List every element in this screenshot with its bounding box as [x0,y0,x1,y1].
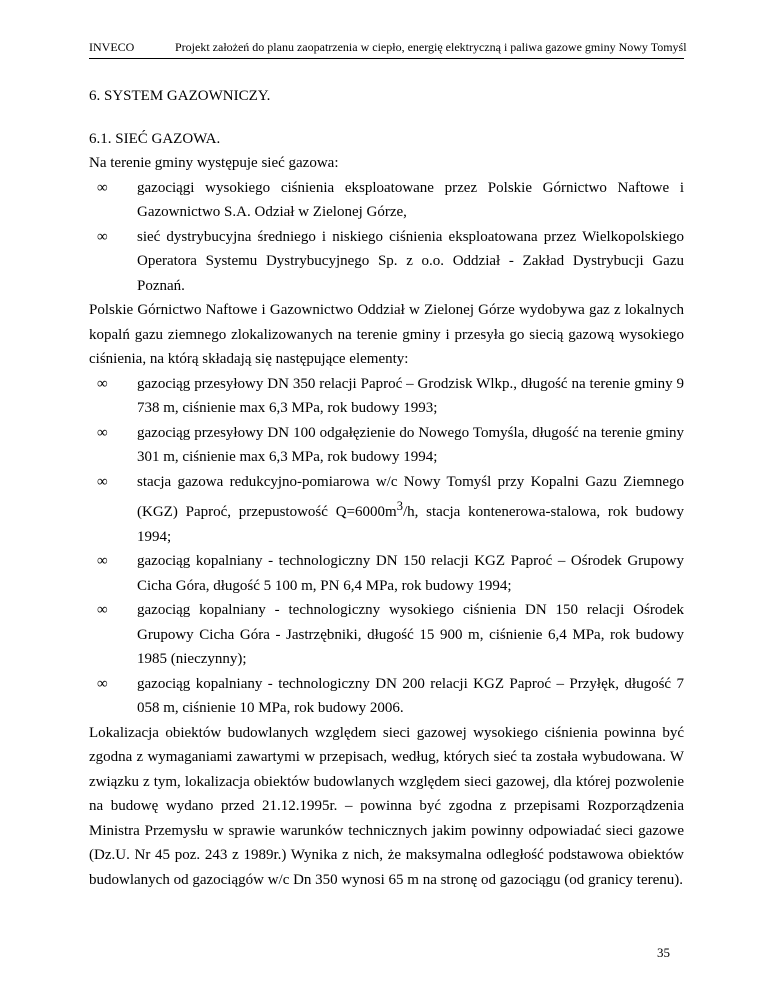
section-title: 6. SYSTEM GAZOWNICZY. [89,88,271,104]
bullet-icon: ∞ [97,424,108,441]
bullet-icon: ∞ [97,228,108,245]
page-number: 35 [657,945,670,960]
list-item: ∞ gazociąg kopalniany - technologiczny DN 150 relacji KGZ Paproć – Ośrodek Grupowy Cicha Góra, długość 5 100 m, PN 6,4 MPa, rok budowy 1994; [89,549,684,598]
list-item: ∞ stacja gazowa redukcyjno-pomiarowa w/c Nowy Tomyśl przy Kopalni Gazu Ziemnego (KGZ) Paproć, przepustowość $Q=6000m^3/h$, stacja kontenerowa-stalowa, rok budowy 1994; [89,470,684,550]
bullet-icon: ∞ [97,675,108,692]
network-list [89,176,684,299]
list-item: ∞ gazociąg kopalniany - technologiczny wysokiego ciśnienia DN 150 relacji Ośrodek Grupowy Cicha Góra - Jastrzębniki, długość 15 900 m, ciśnienie 6,4 MPa, rok budowy 1985 (nieczynny); [89,598,684,672]
bullet-icon: ∞ [97,553,108,569]
location-paragraph: Lokalizacja obiektów budowlanych względem sieci gazowej wysokiego ciśnienia powinna być zgodna z wymaganiami zawartymi w przepisach, według, których sieć ta została wybudowana. W związku z tym, lokalizacja obiektów budowlanych względem sieci gazowej, dla której pozwolenie na budowę wydano przed 21.12.1995r. – powinna być zgodna z przepisami Rozporządzenia Ministra Przemysłu w sprawie warunków technicznych jakim powinny odpowiadać sieci gazowe (Dz.U. Nr 45 poz. 243 z 1989r.) Wynika z nich, że maksymalna odległość podstawowa obiektów budowlanych od gazociągów w/c Dn 350 wynosi 65 m na stronę od gazociągu (od granicy terenu). [89,724,684,888]
elements-list [89,372,684,721]
list-item: ∞ gazociąg przesyłowy DN 100 odgałęzienie do Nowego Tomyśla, długość na terenie gminy 301 m, ciśnienie max 6,3 MPa, rok budowy 1994; [89,421,684,470]
list-item: ∞ gazociąg kopalniany - technologiczny DN 200 relacji KGZ Paproć – Przyłęk, długość 7 058 m, ciśnienie 10 MPa, rok budowy 2006. [89,672,684,721]
header-title: Projekt założeń do planu zaopatrzenia w ciepło, energię elektryczną i paliwa gazowe gminy Nowy Tomyśl [175,40,687,54]
list-item: ∞ gazociąg przesyłowy DN 350 relacji Paproć – Grodzisk Wlkp., długość na terenie gminy 9 738 m, ciśnienie max 6,3 MPa, rok budowy 1993; [89,372,684,421]
superscript-3: 3 [396,499,403,513]
bullet-icon: ∞ [97,473,108,490]
header-company: INVECO [89,40,135,54]
list-item: ∞ gazociągi wysokiego ciśnienia eksploatowane przez Polskie Górnictwo Naftowe i Gazownictwo S.A. Odział w Zielonej Górze, [89,176,684,225]
page-content [89,84,684,892]
bullet-icon: ∞ [97,375,108,392]
bullet-icon: ∞ [97,602,108,618]
bullet-icon: ∞ [97,179,108,196]
pgnig-paragraph: Polskie Górnictwo Naftowe i Gazownictwo Oddział w Zielonej Górze wydobywa gaz z lokalnych kopalń gazu ziemnego zlokalizowanych na terenie gminy i przesyła go siecią gazową wysokiego ciśnienia, na którą składają się następujące elementy: [89,302,684,367]
list-item: ∞ sieć dystrybucyjna średniego i niskiego ciśnienia eksploatowana przez Wielkopolskiego Operatora Systemu Dystrybucyjnego Sp. z o.o. Oddział - Zakład Dystrybucji Gazu Poznań. [89,225,684,299]
subsection-title: 6.1. SIEĆ GAZOWA. [89,130,221,147]
header-divider [89,58,684,59]
intro-paragraph: Na terenie gminy występuje sieć gazowa: [89,155,339,171]
